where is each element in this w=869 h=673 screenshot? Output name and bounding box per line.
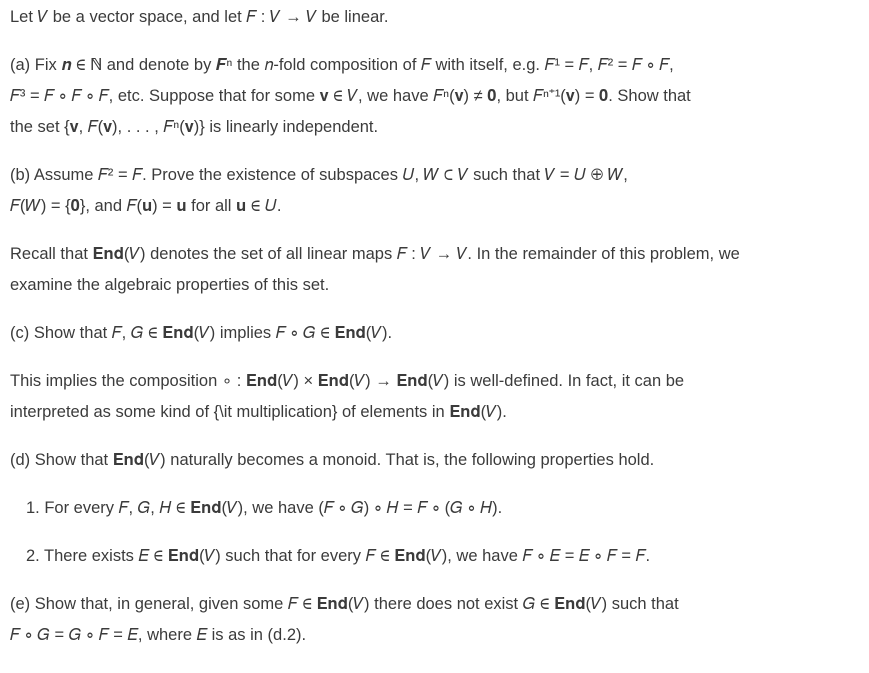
intro-paragraph — [10, 2, 859, 33]
text-line: interpreted as some kind of {\it multiplication} of elements in 𝐄𝐧𝐝(𝑉). — [10, 403, 507, 421]
list-item — [10, 493, 859, 524]
text-line: (b) Assume 𝐹² = 𝐹. Prove the existence of subspaces 𝑈, 𝑊 ⊂ 𝑉 such that 𝑉 = 𝑈 ⊕ 𝑊, — [10, 166, 628, 184]
part-d-paragraph — [10, 445, 859, 476]
text-line: the set {𝐯, 𝐹(𝐯), . . . , 𝐹ⁿ(𝐯)} is linearly independent. — [10, 118, 379, 136]
text-line: 𝐹 ∘ 𝐺 = 𝐺 ∘ 𝐹 = 𝐸, where 𝐸 is as in (d.2). — [10, 626, 307, 644]
text-line: 𝐹(𝑊) = {𝟎}, and 𝐹(𝐮) = 𝐮 for all 𝐮 ∈ 𝑈. — [10, 197, 282, 215]
composition-paragraph — [10, 366, 859, 428]
text-line: (d) Show that 𝐄𝐧𝐝(𝑉) naturally becomes a monoid. That is, the following properties hold. — [10, 451, 655, 469]
text-line: Recall that 𝐄𝐧𝐝(𝑉) denotes the set of all linear maps 𝐹 : 𝑉 → 𝑉. In the remainder of this problem, we — [10, 245, 740, 263]
part-c-paragraph — [10, 318, 859, 349]
text-line: (a) Fix 𝒏 ∈ ℕ and denote by 𝑭ⁿ the 𝑛-fold composition of 𝐹 with itself, e.g. 𝐹¹ = 𝐹, 𝐹² = 𝐹 ∘ 𝐹, — [10, 56, 674, 74]
text-line: Let 𝑉 be a vector space, and let 𝐹 : 𝑉 → 𝑉 be linear. — [10, 8, 389, 26]
text-line: examine the algebraic properties of this set. — [10, 276, 330, 294]
text-line: This implies the composition ∘ : 𝐄𝐧𝐝(𝑉) × 𝐄𝐧𝐝(𝑉) → 𝐄𝐧𝐝(𝑉) is well-defined. In fact, it can be — [10, 372, 685, 390]
part-a-paragraph — [10, 50, 859, 143]
text-line: 𝐹³ = 𝐹 ∘ 𝐹 ∘ 𝐹, etc. Suppose that for some 𝐯 ∈ 𝑉, we have 𝐹ⁿ(𝐯) ≠ 𝟎, but 𝐹ⁿ⁺¹(𝐯) = 𝟎. Show that — [10, 87, 691, 105]
part-e-paragraph — [10, 589, 859, 651]
list-item — [10, 541, 859, 572]
part-b-paragraph — [10, 160, 859, 222]
text-line: (c) Show that 𝐹, 𝐺 ∈ 𝐄𝐧𝐝(𝑉) implies 𝐹 ∘ 𝐺 ∈ 𝐄𝐧𝐝(𝑉). — [10, 324, 393, 342]
text-line: 2. There exists 𝐸 ∈ 𝐄𝐧𝐝(𝑉) such that for every 𝐹 ∈ 𝐄𝐧𝐝(𝑉), we have 𝐹 ∘ 𝐸 = 𝐸 ∘ 𝐹 = 𝐹. — [26, 547, 651, 565]
text-line: 1. For every 𝐹, 𝐺, 𝐻 ∈ 𝐄𝐧𝐝(𝑉), we have (𝐹 ∘ 𝐺) ∘ 𝐻 = 𝐹 ∘ (𝐺 ∘ 𝐻). — [26, 499, 503, 517]
text-line: (e) Show that, in general, given some 𝐹 ∈ 𝐄𝐧𝐝(𝑉) there does not exist 𝐺 ∈ 𝐄𝐧𝐝(𝑉) such that — [10, 595, 679, 613]
recall-paragraph — [10, 239, 859, 301]
